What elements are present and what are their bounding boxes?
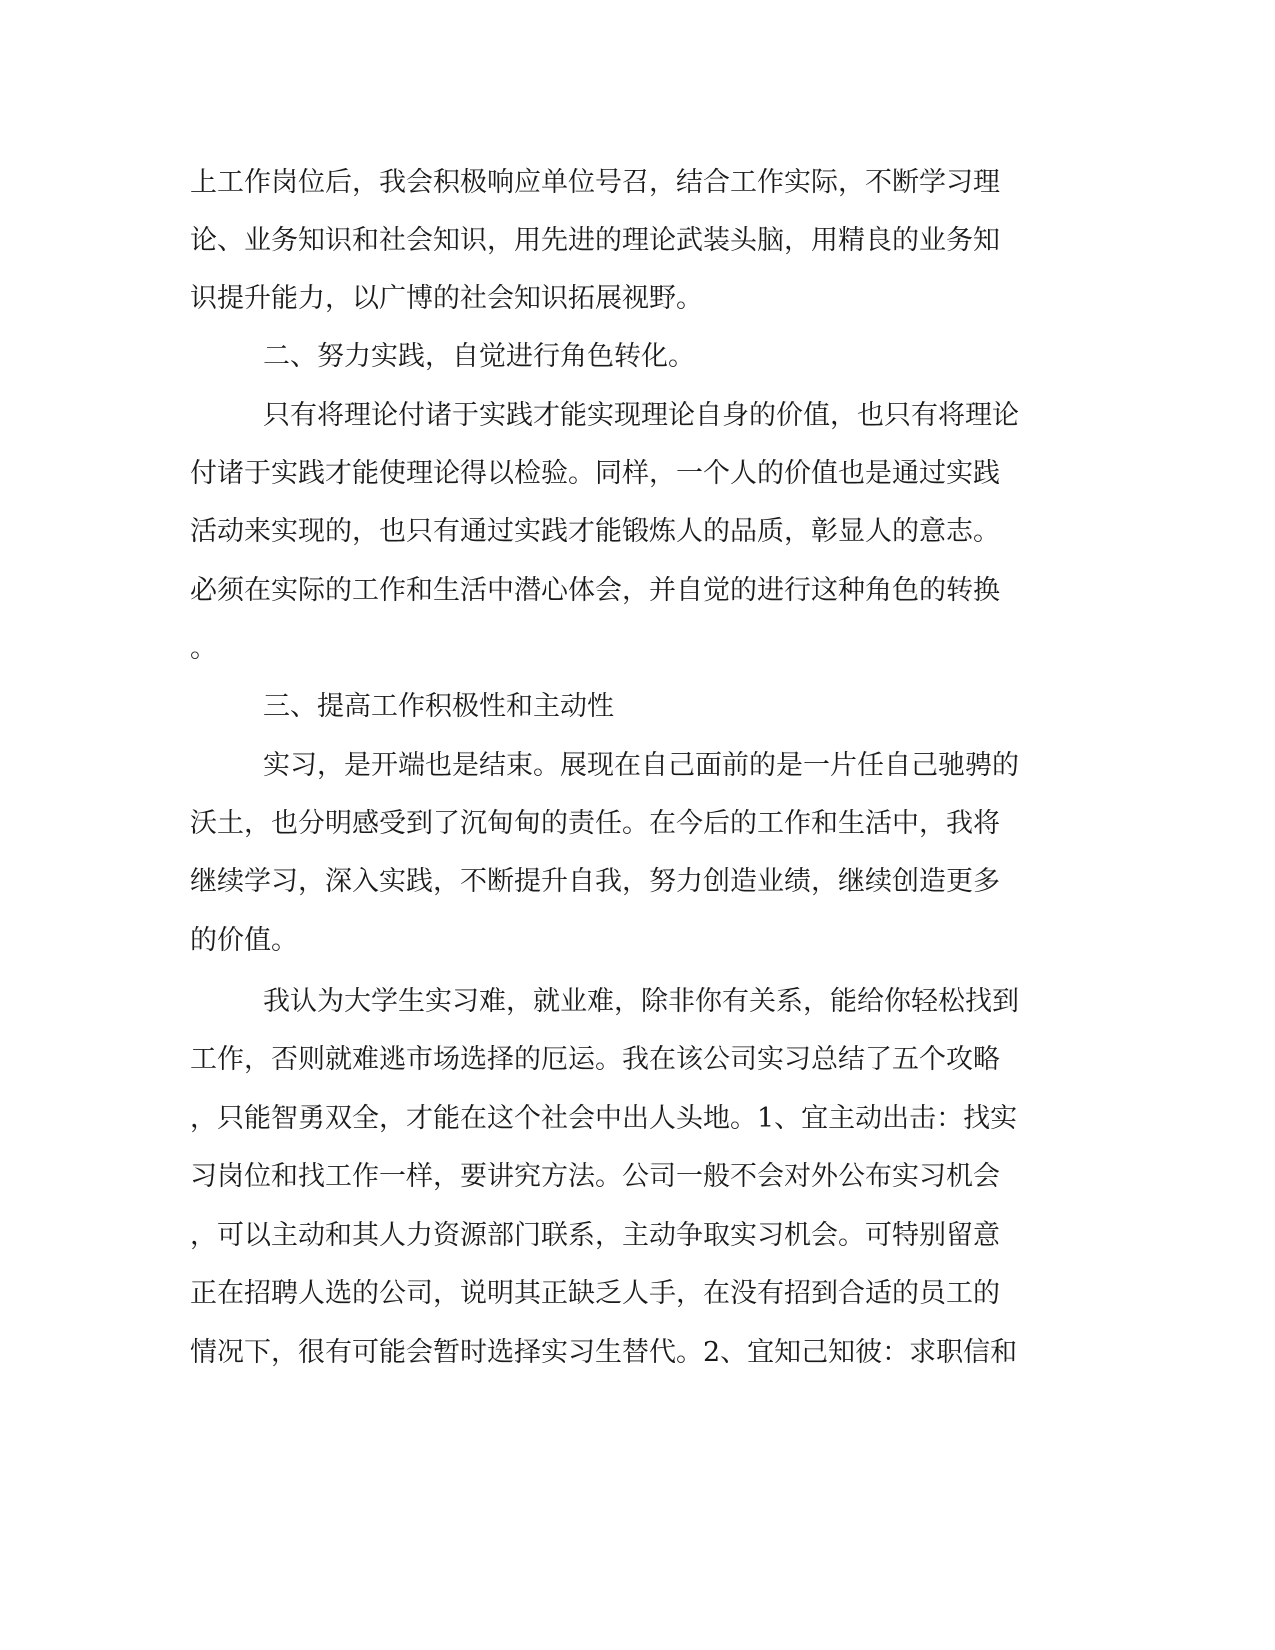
text-line: 必须在实际的工作和生活中潜心体会，并自觉的进行这种角色的转换 bbox=[190, 575, 1000, 606]
text-line: ，可以主动和其人力资源部门联系，主动争取实习机会。可特别留意 bbox=[190, 1220, 1000, 1251]
text-line: 。 bbox=[190, 633, 217, 664]
text-line: 的价值。 bbox=[190, 925, 298, 956]
text-line: 只有将理论付诸于实践才能实现理论自身的价值，也只有将理论 bbox=[263, 400, 1019, 431]
text-line: 论、业务知识和社会知识，用先进的理论武装头脑，用精良的业务知 bbox=[190, 225, 1000, 256]
text-line: 继续学习，深入实践，不断提升自我，努力创造业绩，继续创造更多 bbox=[190, 866, 1000, 897]
text-line: 情况下，很有可能会暂时选择实习生替代。2、宜知己知彼：求职信和 bbox=[190, 1337, 1018, 1368]
text-line: 工作，否则就难逃市场选择的厄运。我在该公司实习总结了五个攻略 bbox=[190, 1044, 1000, 1075]
section-heading: 二、努力实践，自觉进行角色转化。 bbox=[263, 341, 695, 372]
text-line: 识提升能力，以广博的社会知识拓展视野。 bbox=[190, 283, 703, 314]
section-heading: 三、提高工作积极性和主动性 bbox=[263, 691, 614, 722]
text-line: 实习，是开端也是结束。展现在自己面前的是一片任自己驰骋的 bbox=[263, 750, 1019, 781]
text-line: 沃土，也分明感受到了沉甸甸的责任。在今后的工作和生活中，我将 bbox=[190, 808, 1000, 839]
text-line: 我认为大学生实习难，就业难，除非你有关系，能给你轻松找到 bbox=[263, 986, 1019, 1017]
text-line: 活动来实现的，也只有通过实践才能锻炼人的品质，彰显人的意志。 bbox=[190, 516, 1000, 547]
text-line: 付诸于实践才能使理论得以检验。同样，一个人的价值也是通过实践 bbox=[190, 458, 1000, 489]
text-line: 正在招聘人选的公司，说明其正缺乏人手，在没有招到合适的员工的 bbox=[190, 1278, 1000, 1309]
text-line: 上工作岗位后，我会积极响应单位号召，结合工作实际，不断学习理 bbox=[190, 167, 1000, 198]
text-line: ，只能智勇双全，才能在这个社会中出人头地。1、宜主动出击：找实 bbox=[190, 1103, 1018, 1134]
text-line: 习岗位和找工作一样，要讲究方法。公司一般不会对外公布实习机会 bbox=[190, 1161, 1000, 1192]
